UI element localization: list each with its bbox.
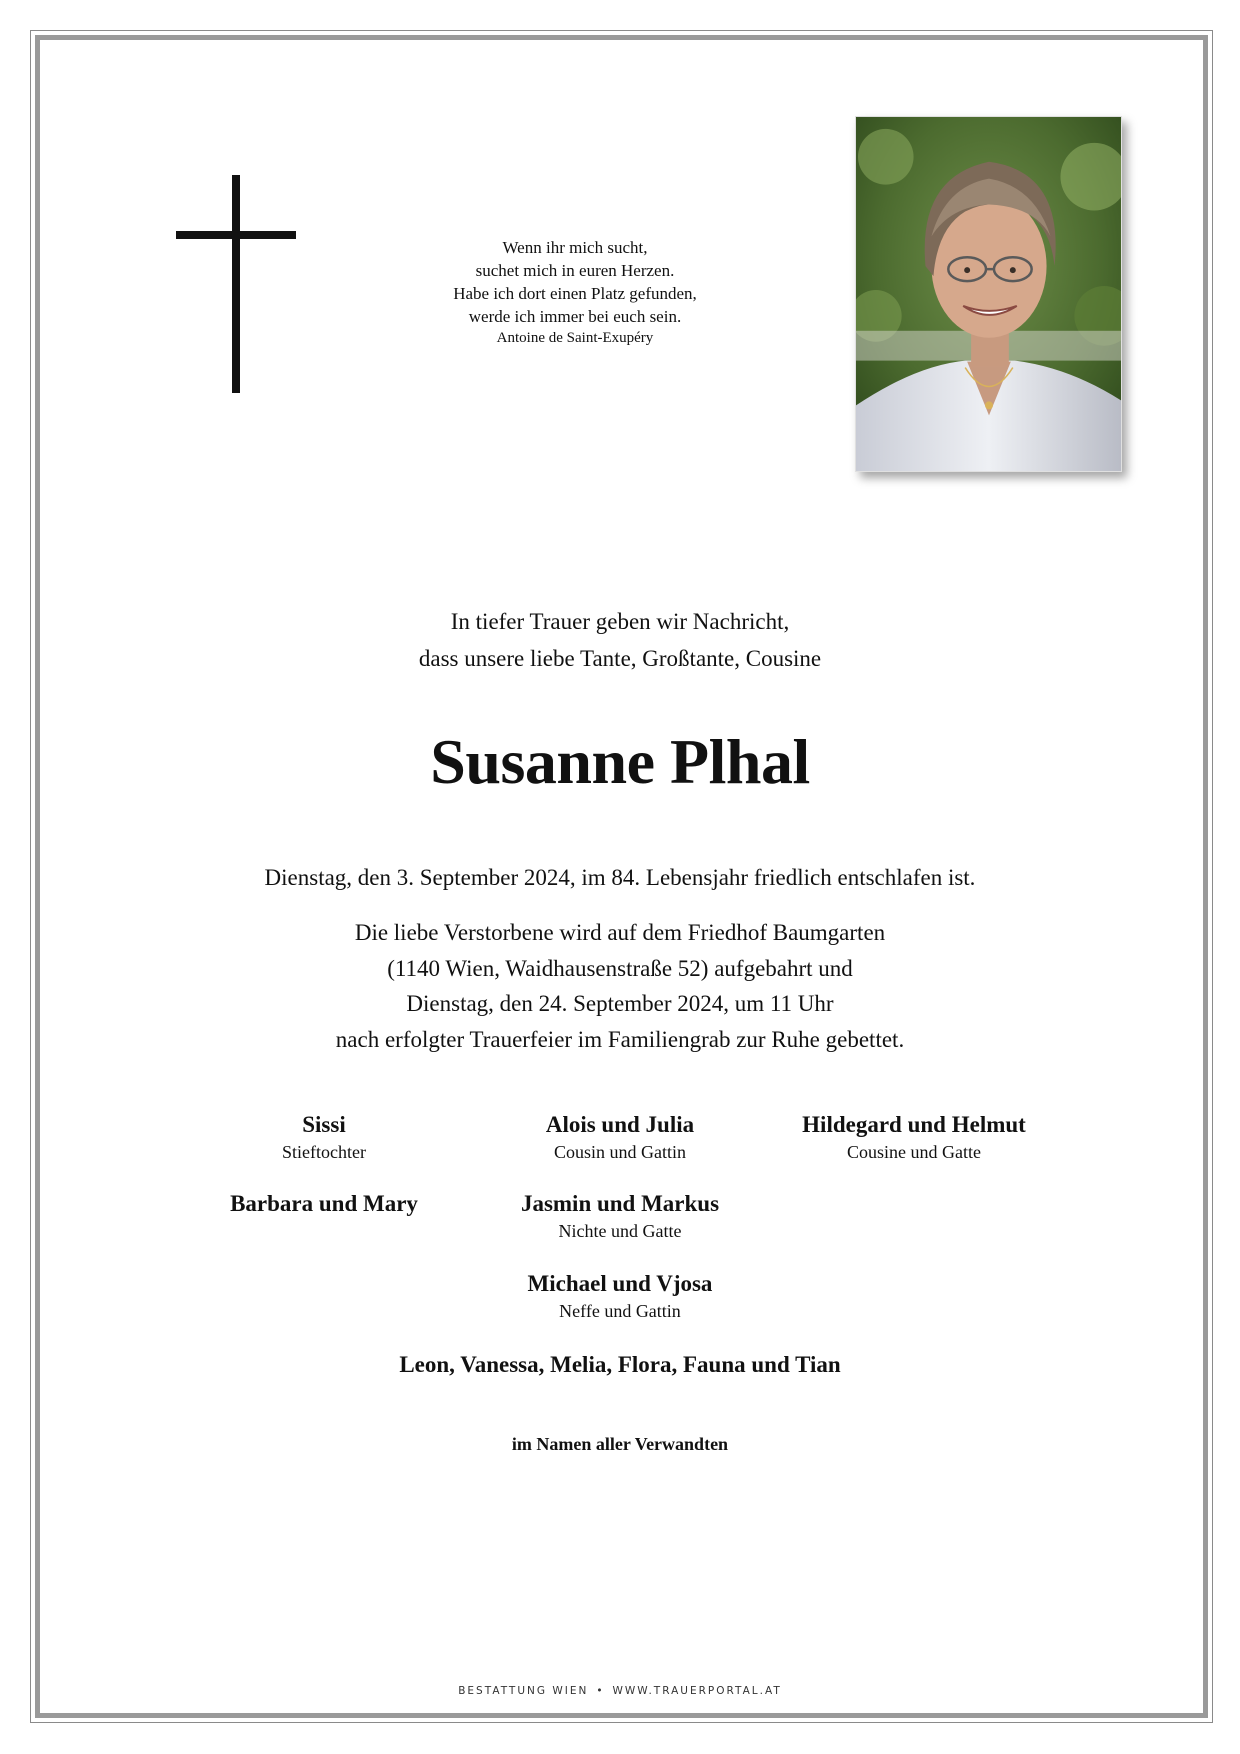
mourner-name: Michael und Vjosa <box>527 1271 713 1296</box>
quote-line: Wenn ihr mich sucht, <box>502 238 648 257</box>
memorial-quote <box>390 236 760 349</box>
quote-line: werde ich immer bei euch sein. <box>468 307 682 326</box>
mourner-relation: Stieftochter <box>282 1142 366 1162</box>
quote-line: suchet mich in euren Herzen. <box>475 261 675 280</box>
mourner-name: Hildegard und Helmut <box>802 1112 1026 1137</box>
footer-credit <box>320 1684 920 1698</box>
deceased-name: Susanne Plhal <box>430 726 810 797</box>
mourner-entry <box>164 1189 484 1219</box>
grandchildren-names: Leon, Vanessa, Melia, Flora, Fauna und Tian <box>399 1352 841 1377</box>
footer-website: WWW.TRAUERPORTAL.AT <box>612 1685 782 1697</box>
mourner-entry <box>164 1110 484 1164</box>
mourner-relation: Neffe und Gattin <box>559 1301 681 1321</box>
ceremony-line: (1140 Wien, Waidhausenstraße 52) aufgebahrt und <box>387 955 853 981</box>
ceremony-line: nach erfolgter Trauerfeier im Familiengrab zur Ruhe gebettet. <box>335 1026 905 1052</box>
mourner-name: Alois und Julia <box>545 1112 695 1137</box>
ceremony-line: Die liebe Verstorbene wird auf dem Friedhof Baumgarten <box>354 920 886 945</box>
quote-line: Habe ich dort einen Platz gefunden, <box>453 284 697 303</box>
mourner-name: Barbara und Mary <box>230 1191 418 1216</box>
death-date-line: Dienstag, den 3. September 2024, im 84. Lebensjahr friedlich entschlafen ist. <box>264 865 976 890</box>
mourner-entry <box>460 1269 780 1323</box>
mourner-entry <box>754 1110 1074 1164</box>
mourner-relation: Nichte und Gatte <box>558 1221 682 1241</box>
footer-separator: • <box>596 1685 605 1697</box>
closing-line: im Namen aller Verwandten <box>511 1434 729 1454</box>
quote-author: Antoine de Saint-Exupéry <box>496 330 654 346</box>
mourner-name: Jasmin und Markus <box>520 1191 720 1216</box>
ceremony-details <box>170 915 1070 1057</box>
footer-company: BESTATTUNG WIEN <box>458 1685 589 1697</box>
ceremony-line: Dienstag, den 24. September 2024, um 11 Uhr <box>406 991 834 1016</box>
cross-icon <box>176 175 296 393</box>
mourner-entry <box>460 1189 780 1243</box>
mourner-relation: Cousin und Gattin <box>553 1142 686 1162</box>
mourner-name: Sissi <box>302 1112 346 1137</box>
mourner-entry <box>460 1110 780 1164</box>
announcement-intro <box>220 603 1020 677</box>
intro-line: dass unsere liebe Tante, Großtante, Cousine <box>418 646 822 671</box>
mourner-relation: Cousine und Gatte <box>847 1142 981 1162</box>
intro-line: In tiefer Trauer geben wir Nachricht, <box>450 609 790 634</box>
portrait-photo <box>855 116 1122 472</box>
